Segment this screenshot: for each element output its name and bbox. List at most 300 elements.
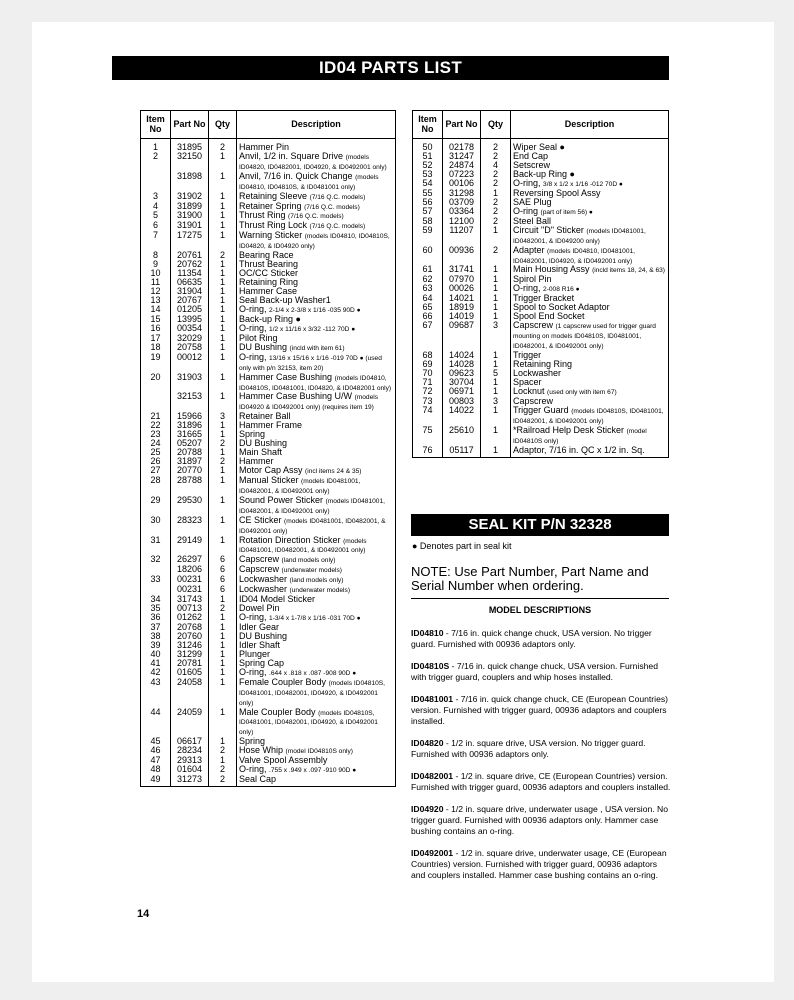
- quantity: 1: [209, 756, 237, 765]
- header-qty: Qty: [209, 111, 237, 139]
- part-note: (7/16 Q.C. models): [309, 193, 366, 201]
- quantity: 1: [209, 334, 237, 343]
- part-description: Hammer Case Bushing U/W: [239, 391, 353, 402]
- quantity: 1: [481, 226, 511, 246]
- part-note: 13/16 x 15/16 x 1/16 -019 70D ● (used only with p/n 32153, item 20): [239, 354, 382, 372]
- quantity: 1: [209, 737, 237, 746]
- part-no: 03364: [443, 207, 481, 217]
- item-no: 71: [413, 378, 443, 387]
- part-no: 07970: [443, 275, 481, 284]
- item-no: 49: [141, 775, 171, 787]
- quantity: 1: [209, 315, 237, 324]
- quantity: 1: [209, 343, 237, 353]
- part-no: 28323: [171, 516, 209, 536]
- part-description: O-ring: [513, 205, 539, 216]
- part-description: Seal Back-up Washer1: [239, 295, 331, 306]
- part-note: (7/16 Q.C. models): [288, 213, 344, 221]
- quantity: 2: [481, 207, 511, 217]
- part-note: (7/16 Q.C. models): [309, 223, 366, 231]
- item-no: 48: [141, 765, 171, 775]
- quantity: 1: [481, 378, 511, 387]
- part-note: (models ID0481001, ID0482001, & ID049200 only): [513, 227, 646, 245]
- header-description: Description: [237, 111, 396, 139]
- part-note: (models ID04920 & ID0492001 only) (requires item 19): [239, 394, 379, 412]
- item-no: 37: [141, 623, 171, 632]
- part-description: Back-up Ring ●: [239, 313, 301, 324]
- table-row: [413, 446, 669, 458]
- item-no: 62: [413, 275, 443, 284]
- model-code: ID0492001: [411, 848, 454, 858]
- part-description: Valve Spool Assembly: [239, 755, 328, 766]
- ordering-note: NOTE: Use Part Number, Part Name and Serial Number when ordering.: [411, 564, 649, 593]
- part-note: (incld items 18, 24, & 63): [592, 267, 665, 275]
- part-description: Female Coupler Body: [239, 676, 327, 687]
- part-note: (models ID0481001, ID0482001, & ID0492001 only): [239, 517, 386, 535]
- quantity: 1: [209, 595, 237, 604]
- description-cell: [511, 226, 669, 246]
- item-no: 18: [141, 343, 171, 353]
- item-no: 67: [413, 321, 443, 351]
- item-no: 70: [413, 369, 443, 378]
- description-cell: [237, 231, 396, 251]
- model-code: ID04810: [411, 628, 444, 638]
- part-no: 20770: [171, 466, 209, 476]
- part-no: 20788: [171, 448, 209, 457]
- description-cell: [511, 321, 669, 351]
- quantity: 1: [209, 324, 237, 334]
- item-no: 51: [413, 152, 443, 161]
- quantity: 2: [209, 746, 237, 756]
- table-row: [141, 152, 396, 172]
- part-note: (underwater models): [289, 587, 351, 595]
- part-description: Circuit "D" Sticker: [513, 224, 584, 235]
- part-no: 17275: [171, 231, 209, 251]
- part-no: 00026: [443, 284, 481, 294]
- part-no: 20781: [171, 659, 209, 668]
- part-note: (7/16 Q.C. models): [304, 203, 360, 211]
- part-no: 15966: [171, 412, 209, 421]
- part-description: Main Housing Assy: [513, 264, 590, 275]
- part-no: 00803: [443, 397, 481, 406]
- part-no: 18206: [171, 565, 209, 575]
- part-description: Hose Whip: [239, 745, 284, 756]
- description-cell: [237, 152, 396, 172]
- part-no: 13995: [171, 315, 209, 324]
- part-description: Capscrew: [239, 554, 280, 565]
- part-description: Spring: [239, 429, 266, 440]
- model-description: [411, 628, 671, 650]
- description-cell: [237, 678, 396, 708]
- quantity: 3: [209, 412, 237, 421]
- part-note: .755 x .949 x .097 -910 90D ●: [269, 767, 357, 775]
- item-no: 40: [141, 650, 171, 659]
- parts-table-left: [140, 110, 396, 787]
- part-description: Hammer: [239, 456, 274, 467]
- quantity: 2: [209, 457, 237, 466]
- item-no: 4: [141, 202, 171, 212]
- description-cell: [237, 353, 396, 373]
- item-no: 11: [141, 278, 171, 287]
- part-no: 24059: [171, 708, 209, 738]
- item-no: 33: [141, 575, 171, 585]
- part-no: 20760: [171, 632, 209, 641]
- part-description: O-ring,: [239, 764, 267, 775]
- quantity: 6: [209, 565, 237, 575]
- part-no: 29313: [171, 756, 209, 765]
- quantity: 1: [209, 152, 237, 172]
- quantity: 1: [209, 668, 237, 678]
- item-no: 61: [413, 265, 443, 275]
- part-description: Wiper Seal ●: [513, 142, 565, 152]
- item-no: 26: [141, 457, 171, 466]
- part-no: 00106: [443, 179, 481, 189]
- item-no: 43: [141, 678, 171, 708]
- part-no: 01262: [171, 613, 209, 623]
- item-no: 55: [413, 189, 443, 198]
- part-description: O-ring,: [513, 283, 541, 294]
- quantity: 1: [481, 189, 511, 198]
- part-note: (models ID04810, ID04810S, ID0481001, ID04820, & ID0482001 only): [239, 374, 392, 392]
- part-no: 05117: [443, 446, 481, 458]
- part-description: Reversing Spool Assy: [513, 187, 601, 198]
- quantity: 1: [209, 678, 237, 708]
- description-cell: [237, 139, 396, 153]
- part-description: Idler Gear: [239, 621, 280, 632]
- item-no: 29: [141, 496, 171, 516]
- item-no: 7: [141, 231, 171, 251]
- quantity: 1: [209, 192, 237, 202]
- item-no: 66: [413, 312, 443, 321]
- part-no: 06617: [171, 737, 209, 746]
- quantity: 2: [481, 179, 511, 189]
- part-no: 32150: [171, 152, 209, 172]
- part-no: 14024: [443, 351, 481, 360]
- item-no: 3: [141, 192, 171, 202]
- part-no: 31743: [171, 595, 209, 604]
- quantity: 1: [209, 632, 237, 641]
- part-note: (models ID0481001, ID0482001, & ID0492001 only): [239, 537, 367, 555]
- description-cell: [237, 516, 396, 536]
- part-description: Retaining Sleeve: [239, 190, 308, 201]
- part-description: Spirol Pin: [513, 274, 552, 285]
- description-cell: [237, 496, 396, 516]
- table-row: [141, 516, 396, 536]
- part-description: Retaining Ring: [239, 277, 299, 288]
- part-description: Male Coupler Body: [239, 706, 316, 717]
- part-description: Plunger: [239, 648, 271, 659]
- part-no: 31898: [171, 172, 209, 192]
- part-note: (model ID04810S only): [285, 748, 353, 756]
- quantity: 1: [209, 516, 237, 536]
- quantity: 1: [209, 269, 237, 278]
- part-description: DU Bushing: [239, 630, 288, 641]
- part-no: 28234: [171, 746, 209, 756]
- model-description: [411, 661, 671, 683]
- item-no: [141, 392, 171, 412]
- item-no: 54: [413, 179, 443, 189]
- part-note: (models ID0481001, ID0482001, & ID0492001 only): [239, 497, 385, 515]
- quantity: 4: [481, 161, 511, 170]
- table-row: [413, 406, 669, 426]
- part-no: 31741: [443, 265, 481, 275]
- description-cell: [237, 172, 396, 192]
- item-no: 30: [141, 516, 171, 536]
- part-no: 05207: [171, 439, 209, 448]
- part-description: Hammer Frame: [239, 420, 303, 431]
- item-no: 35: [141, 604, 171, 613]
- quantity: 2: [481, 198, 511, 207]
- item-no: 76: [413, 446, 443, 458]
- part-description: Idler Shaft: [239, 639, 281, 650]
- item-no: 31: [141, 536, 171, 556]
- part-no: 20768: [171, 623, 209, 632]
- part-no: 31665: [171, 430, 209, 439]
- item-no: 47: [141, 756, 171, 765]
- part-description: Trigger: [513, 349, 542, 360]
- part-no: 00713: [171, 604, 209, 613]
- part-no: 24058: [171, 678, 209, 708]
- part-note: 1/2 x 11/16 x 3/32 -112 70D ●: [269, 325, 356, 333]
- part-description: OC/CC Sticker: [239, 268, 299, 279]
- header-part: Part No: [171, 111, 209, 139]
- item-no: 36: [141, 613, 171, 623]
- part-description: Spring: [239, 736, 266, 747]
- item-no: 10: [141, 269, 171, 278]
- quantity: 2: [481, 152, 511, 161]
- item-no: 13: [141, 296, 171, 305]
- part-no: 28788: [171, 476, 209, 496]
- item-no: 9: [141, 260, 171, 269]
- part-no: 00354: [171, 324, 209, 334]
- model-code: ID04920: [411, 804, 444, 814]
- item-no: 44: [141, 708, 171, 738]
- table-header-row: [141, 111, 396, 139]
- item-no: 21: [141, 412, 171, 421]
- part-description: Thrust Ring Lock: [239, 220, 308, 231]
- part-note: 1-3/4 x 1-7/8 x 1/16 -031 70D ●: [269, 615, 361, 622]
- description-cell: [511, 426, 669, 446]
- part-description: DU Bushing: [239, 438, 288, 449]
- item-no: 73: [413, 397, 443, 406]
- item-no: 20: [141, 373, 171, 393]
- item-no: 15: [141, 315, 171, 324]
- description-cell: [237, 373, 396, 393]
- part-no: 26297: [171, 555, 209, 565]
- part-no: 14028: [443, 360, 481, 369]
- item-no: 56: [413, 198, 443, 207]
- table-row: [141, 496, 396, 516]
- model-text: - 7/16 in. quick change chuck, CE (European Countries) version. Furnished with trigger guard, 00936 adaptors and couplers installed.: [411, 694, 669, 726]
- model-text: - 7/16 in. quick change chuck, USA version. Furnished with trigger guard, couplers and whip hoses installed.: [411, 661, 658, 682]
- part-description: O-ring,: [239, 304, 267, 315]
- part-description: ID04 Model Sticker: [239, 594, 316, 604]
- header-part: Part No: [443, 111, 481, 139]
- part-description: Spool to Socket Adaptor: [513, 302, 610, 313]
- description-cell: [511, 406, 669, 426]
- model-description: [411, 694, 671, 727]
- quantity: 1: [209, 708, 237, 738]
- part-note: 3/8 x 1/2 x 1/16 -012 70D ●: [543, 181, 623, 188]
- description-cell: [237, 775, 396, 787]
- model-text: - 1/2 in. square drive, underwater usage, CE (European Countries) version. Furnished with trigger guard, 00936 adaptors and couplers installed. Hammer case bushing contains an o-ring.: [411, 848, 667, 880]
- part-no: 02178: [443, 139, 481, 153]
- quantity: 1: [209, 641, 237, 650]
- quantity: 1: [481, 387, 511, 397]
- item-no: 69: [413, 360, 443, 369]
- quantity: 1: [209, 421, 237, 430]
- part-description: Thrust Ring: [239, 210, 286, 221]
- model-text: - 1/2 in. square drive, USA version. No trigger guard. Furnished with 00936 adaptors only.: [411, 738, 646, 759]
- part-description: Bearing Race: [239, 250, 294, 261]
- table-row: [141, 373, 396, 393]
- model-description: [411, 804, 671, 837]
- quantity: 1: [209, 211, 237, 221]
- part-note: (underwater models): [281, 567, 342, 575]
- part-no: 25610: [443, 426, 481, 446]
- model-code: ID0481001: [411, 694, 454, 704]
- part-description: SAE Plug: [513, 196, 552, 207]
- part-description: Rotation Direction Sticker: [239, 534, 341, 545]
- part-description: Main Shaft: [239, 447, 283, 458]
- part-no: 07223: [443, 170, 481, 179]
- part-note: 2-1/4 x 2-3/8 x 1/16 -035 90D ●: [269, 307, 361, 315]
- part-note: (models ID04810, ID04810S, & ID0481001 only): [239, 173, 379, 191]
- quantity: 1: [481, 360, 511, 369]
- quantity: 1: [209, 231, 237, 251]
- quantity: 1: [209, 278, 237, 287]
- quantity: 1: [209, 623, 237, 632]
- table-row: [413, 226, 669, 246]
- item-no: 74: [413, 406, 443, 426]
- item-no: 22: [141, 421, 171, 430]
- quantity: 1: [481, 406, 511, 426]
- part-description: Anvil, 7/16 in. Quick Change: [239, 170, 353, 181]
- table-row: [141, 476, 396, 496]
- part-note: (models ID04810, ID04810S, ID04820, & ID04920 only): [239, 233, 390, 251]
- header-description: Description: [511, 111, 669, 139]
- part-description: DU Bushing: [239, 341, 288, 352]
- part-no: 31247: [443, 152, 481, 161]
- item-no: 64: [413, 294, 443, 303]
- part-description: Sound Power Sticker: [239, 494, 324, 505]
- part-note: (incl items 24 & 35): [305, 468, 362, 476]
- part-no: 31896: [171, 421, 209, 430]
- model-code: ID04820: [411, 738, 444, 748]
- part-description: Lockwasher: [239, 574, 288, 585]
- part-description: Back-up Ring ●: [513, 169, 575, 179]
- part-description: Lockwasher: [513, 367, 562, 378]
- divider: [411, 598, 669, 599]
- item-no: 39: [141, 641, 171, 650]
- quantity: 1: [481, 294, 511, 303]
- quantity: 1: [209, 373, 237, 393]
- description-cell: [237, 536, 396, 556]
- quantity: 1: [481, 351, 511, 360]
- part-description: Retainer Ball: [239, 411, 291, 422]
- quantity: 1: [209, 305, 237, 315]
- part-description: Hammer Case: [239, 286, 298, 297]
- item-no: 16: [141, 324, 171, 334]
- description-cell: [511, 139, 669, 153]
- part-no: 06971: [443, 387, 481, 397]
- part-description: Manual Sticker: [239, 475, 299, 486]
- table-row: [141, 678, 396, 708]
- table-row: [141, 139, 396, 153]
- quantity: 1: [481, 446, 511, 458]
- part-no: 31904: [171, 287, 209, 296]
- item-no: 25: [141, 448, 171, 457]
- part-description: Capscrew: [513, 320, 554, 331]
- description-cell: [237, 708, 396, 738]
- quantity: 6: [209, 575, 237, 585]
- model-text: - 7/16 in. quick change chuck, USA version. No trigger guard. Furnished with 00936 adaptors only.: [411, 628, 652, 649]
- table-row: [141, 392, 396, 412]
- item-no: 75: [413, 426, 443, 446]
- part-description: Retainer Spring: [239, 200, 302, 211]
- part-no: 14022: [443, 406, 481, 426]
- part-no: 31273: [171, 775, 209, 787]
- part-no: 31895: [171, 139, 209, 153]
- part-note: (land models only): [281, 557, 336, 565]
- table-row: [141, 708, 396, 738]
- part-description: Capscrew: [513, 395, 554, 406]
- part-description: Dowel Pin: [239, 603, 280, 613]
- part-description: CE Sticker: [239, 514, 282, 525]
- part-no: 31901: [171, 221, 209, 231]
- table-row: [141, 231, 396, 251]
- description-cell: [511, 446, 669, 458]
- part-note: (models ID04810S, ID0481001, ID0482001, & ID0492001 only): [513, 407, 664, 425]
- part-no: 11354: [171, 269, 209, 278]
- quantity: 1: [209, 476, 237, 496]
- part-no: 29530: [171, 496, 209, 516]
- table-row: [141, 775, 396, 787]
- quantity: 1: [209, 296, 237, 305]
- part-no: 24874: [443, 161, 481, 170]
- part-description: O-ring,: [239, 322, 267, 333]
- quantity: 1: [209, 430, 237, 439]
- part-no: 20762: [171, 260, 209, 269]
- part-no: 03709: [443, 198, 481, 207]
- part-no: 14021: [443, 294, 481, 303]
- part-description: Motor Cap Assy: [239, 465, 303, 476]
- quantity: 2: [481, 139, 511, 153]
- part-no: 20767: [171, 296, 209, 305]
- item-no: 65: [413, 303, 443, 312]
- part-no: 31899: [171, 202, 209, 212]
- table-row: [141, 353, 396, 373]
- part-description: Pilot Ring: [239, 332, 278, 343]
- part-no: 06635: [171, 278, 209, 287]
- part-description: Adapter: [513, 244, 545, 255]
- part-no: 09623: [443, 369, 481, 378]
- part-no: 32153: [171, 392, 209, 412]
- part-description: Warning Sticker: [239, 230, 303, 241]
- table-row: [141, 172, 396, 192]
- quantity: 3: [481, 321, 511, 351]
- item-no: 45: [141, 737, 171, 746]
- quantity: 1: [481, 265, 511, 275]
- header-item: Item No: [141, 111, 171, 139]
- item-no: 63: [413, 284, 443, 294]
- quantity: 1: [209, 260, 237, 269]
- part-note: (1 capscrew used for trigger guard mounting on models ID04810S, ID0481001, ID0482001, & ID0492001 only): [513, 323, 656, 351]
- description-cell: [237, 392, 396, 412]
- part-no: 01605: [171, 668, 209, 678]
- part-description: Adaptor, 7/16 in. QC x 1/2 in. Sq.: [513, 444, 645, 455]
- model-descriptions-heading: MODEL DESCRIPTIONS: [488, 605, 592, 615]
- item-no: 5: [141, 211, 171, 221]
